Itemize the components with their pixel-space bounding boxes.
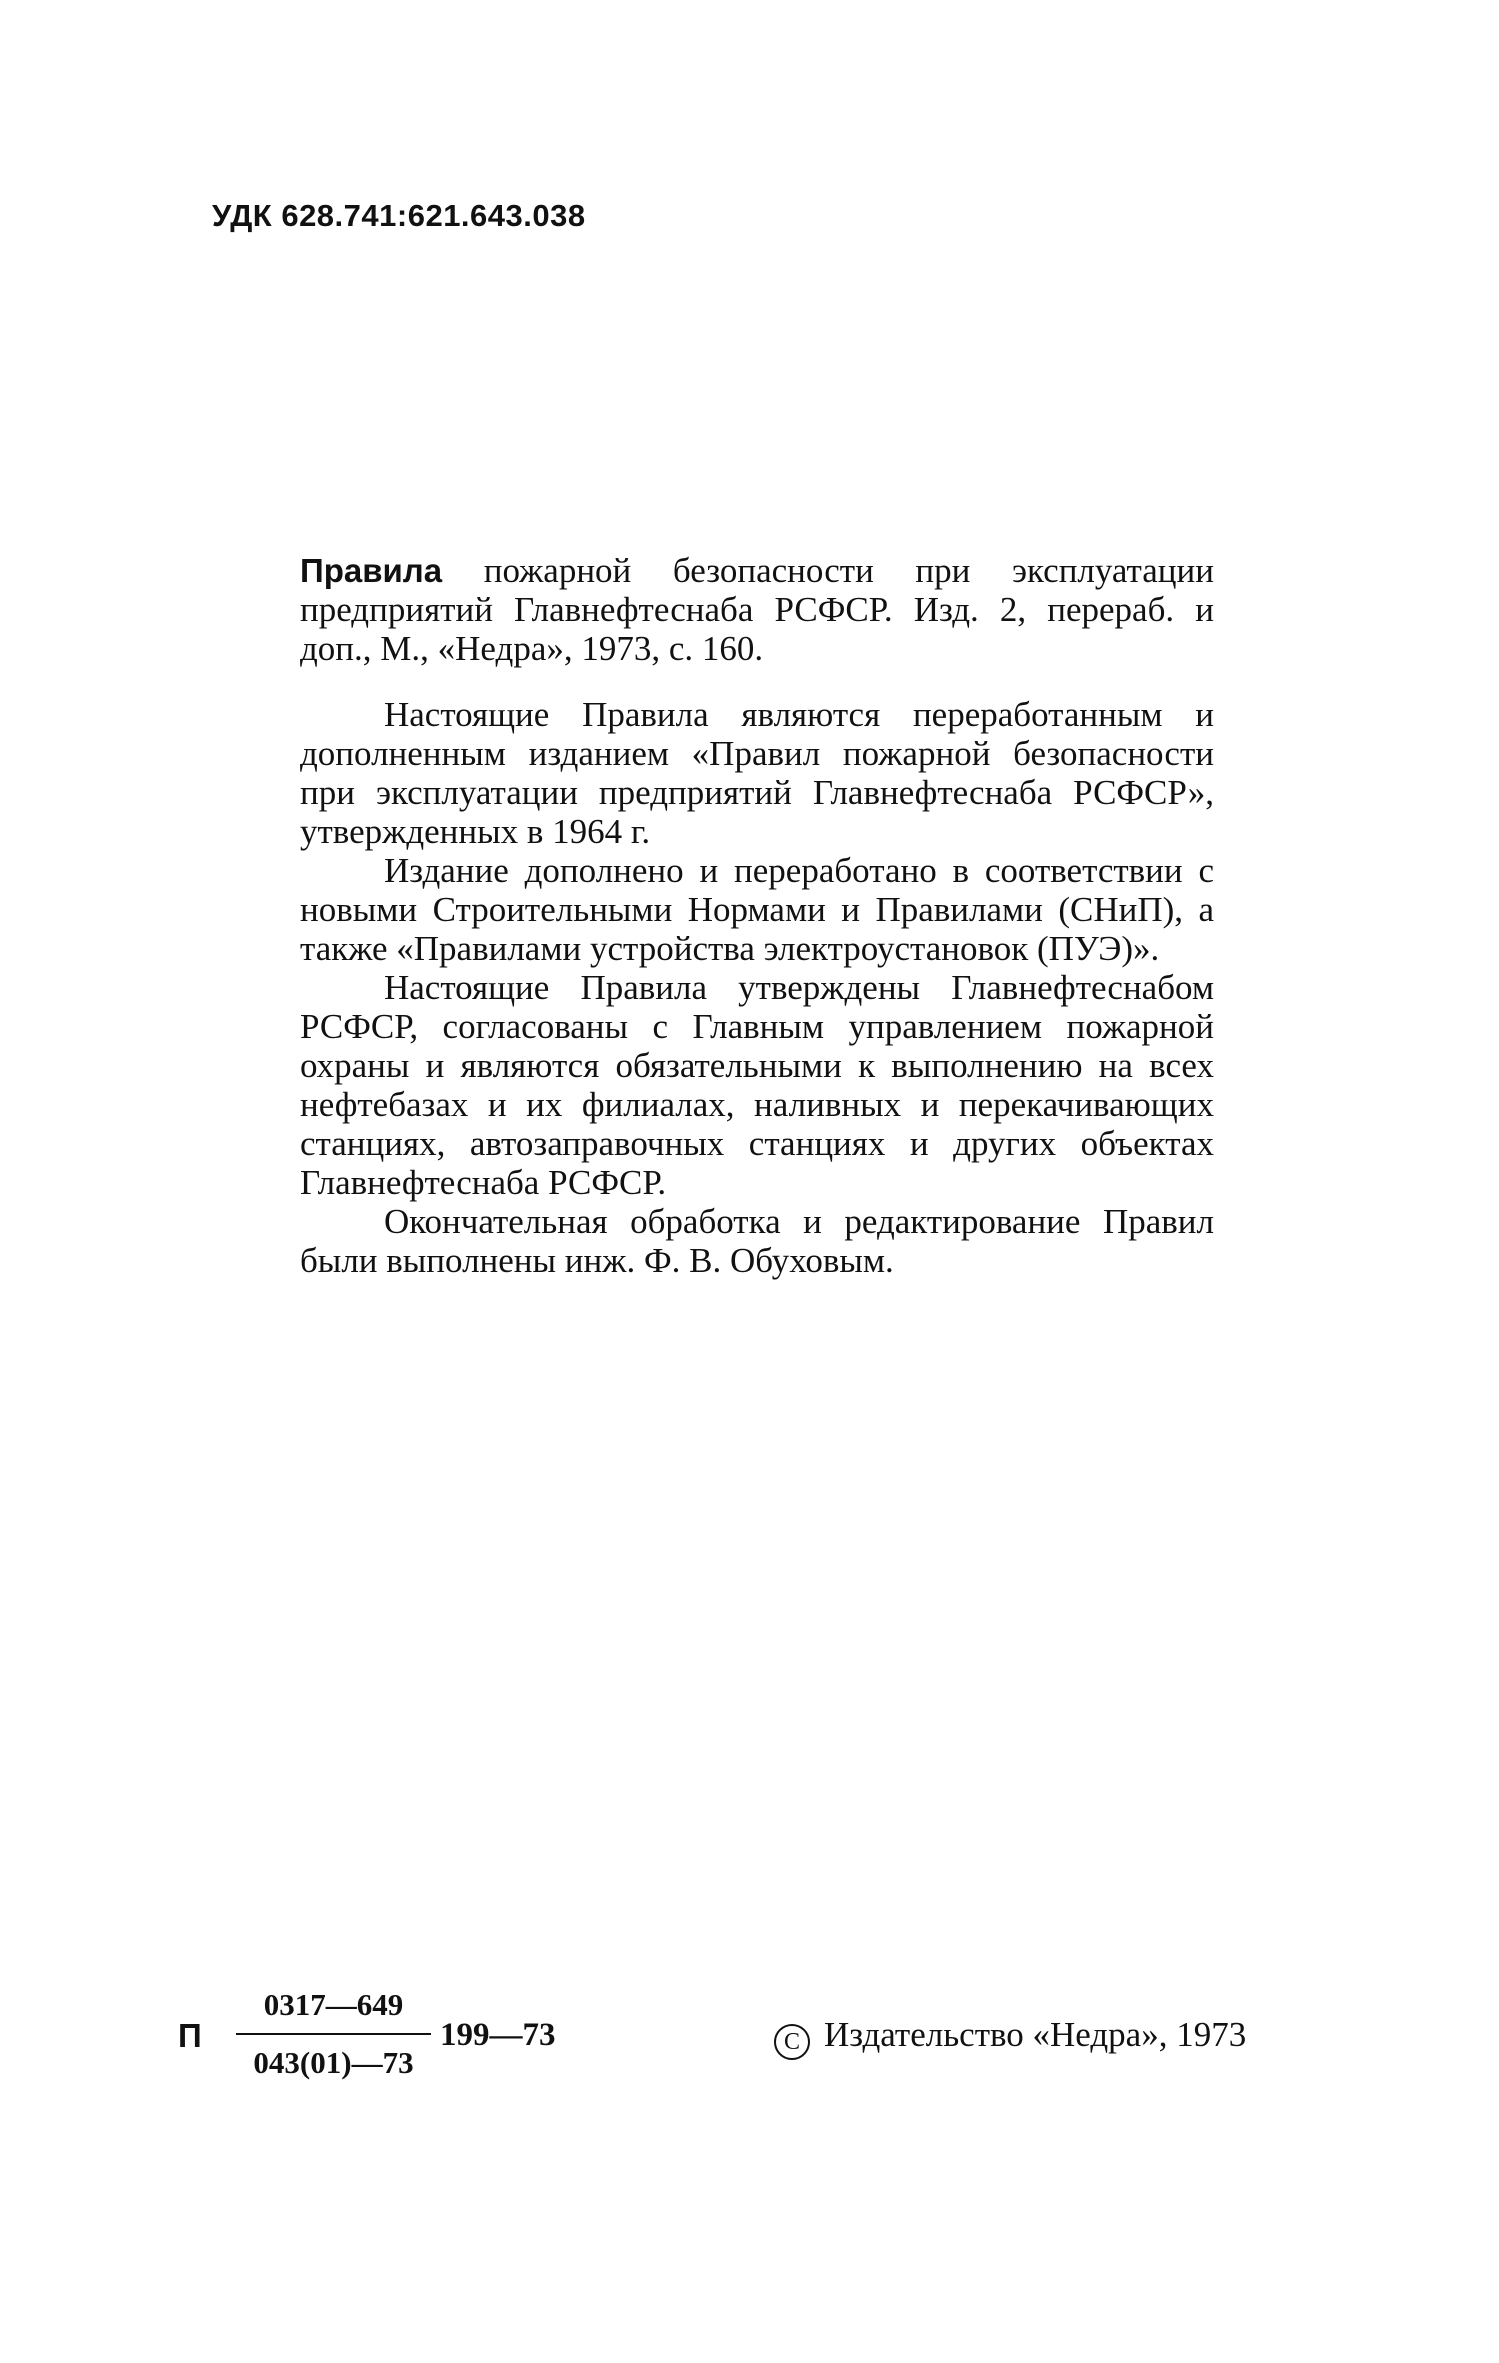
imprint-suffix: 199—73 [440,2017,556,2053]
imprint-letter: П [178,2017,202,2054]
udk-code: УДК 628.741:621.643.038 [212,198,586,233]
fraction-numerator: 0317—649 [263,1987,404,2022]
citation-rest: пожарной безопасности при эксплуатации предприятий Главнефтеснаба РСФСР. Изд. 2, перераб. и доп., М., «Недра», 1973, с. 160. [300,551,1214,668]
fraction-line [236,2033,431,2035]
description-paragraph: Настоящие Правила являются переработанным и дополненным изданием «Правил пожарной безопасности при эксплуатации предприятий Главнефтеснаба РСФСР», утвержденных в 1964 г. [300,695,1214,851]
copyright-notice [774,2015,1246,2060]
citation-title-lead: Правила [300,552,443,589]
description-paragraph: Настоящие Правила утверждены Главнефтеснабом РСФСР, согласованы с Главным управлением пожарной охраны и являются обязательными к выполнению на всех нефтебазах и их филиалах, наливных и перекачивающих станциях, автозаправочных станциях и других объектах Главнефтеснаба РСФСР. [300,968,1214,1202]
description-paragraph: Окончательная обработка и редактирование Правил были выполнены инж. Ф. В. Обуховым. [300,1202,1214,1280]
bibliographic-citation [300,551,1214,668]
imprint-fraction [236,1985,431,2083]
fraction-denominator: 043(01)—73 [253,2045,414,2080]
description-paragraph: Издание дополнено и переработано в соответствии с новыми Строительными Нормами и Правилами (СНиП), а также «Правилами устройства электроустановок (ПУЭ)». [300,851,1214,968]
publication-imprint [178,1985,1318,2095]
book-description [300,695,1214,1280]
copyright-text: Издательство «Недра», 1973 [824,2015,1247,2054]
copyright-icon: C [774,2024,810,2060]
